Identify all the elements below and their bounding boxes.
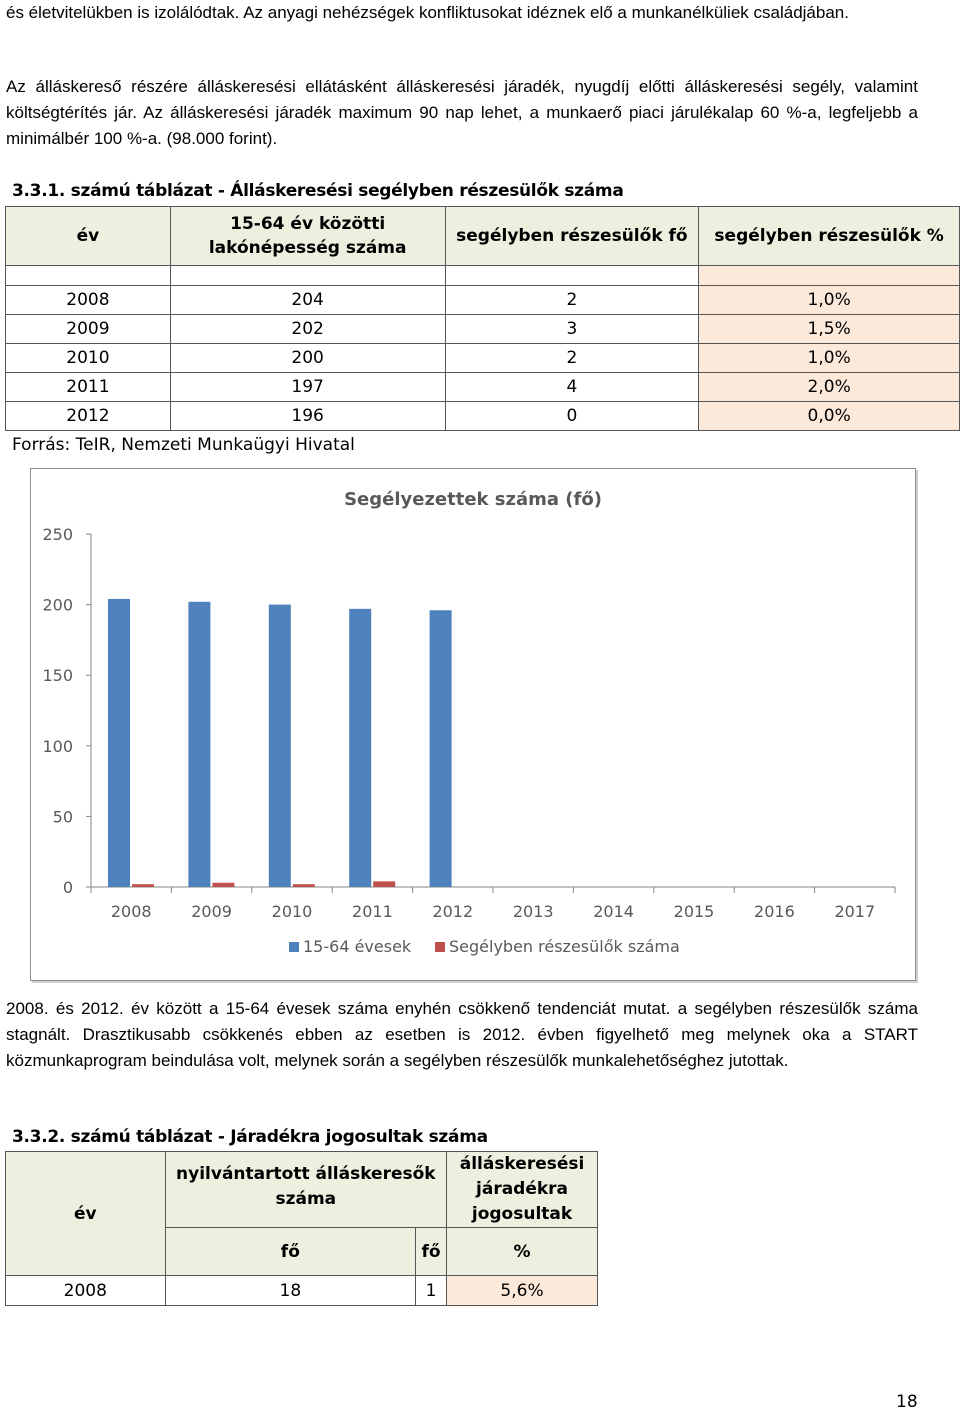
cell-aid-pct: 1,5% <box>699 315 960 344</box>
cell-aid-pct: 0,0% <box>699 402 960 431</box>
header-year: év <box>6 207 171 266</box>
header-population: 15-64 év közötti lakónépesség száma <box>170 207 445 266</box>
x-tick-label: 2010 <box>271 902 313 921</box>
cell-aid-count: 4 <box>445 373 699 402</box>
legend-label: Segélyben részesülők száma <box>449 937 680 956</box>
bar <box>349 609 371 887</box>
cell-year: 2009 <box>6 315 171 344</box>
bar <box>269 605 291 887</box>
cell-entitled-pct: 5,6% <box>447 1276 598 1306</box>
page-number: 18 <box>896 1392 918 1412</box>
x-tick-label: 2013 <box>512 902 554 921</box>
cell-aid-count: 3 <box>445 315 699 344</box>
cell-year: 2011 <box>6 373 171 402</box>
x-tick-label: 2017 <box>834 902 876 921</box>
cell-year: 2008 <box>6 286 171 315</box>
header-person-1: fő <box>165 1228 416 1276</box>
cell-aid-pct: 1,0% <box>699 344 960 373</box>
y-tick-label: 100 <box>42 736 73 756</box>
cell-population: 204 <box>170 286 445 315</box>
y-tick-label: 250 <box>42 525 73 544</box>
header-year: év <box>6 1152 166 1276</box>
cell-year: 2012 <box>6 402 171 431</box>
table2-caption: 3.3.2. számú táblázat - Járadékra jogosultak száma <box>12 1127 488 1147</box>
table-row <box>6 344 960 373</box>
cell-year: 2010 <box>6 344 171 373</box>
cell-population: 202 <box>170 315 445 344</box>
analysis-paragraph: 2008. és 2012. év között a 15-64 évesek száma enyhén csökkenő tendenciát mutat. a segélyben részesülők száma stagnált. Drasztikusabb csökkenés ebben az esetben is 2012. évben figyelhető meg melynek oka a START közmunkaprogram beindulása volt, melynek során a segélyben részesülők munkalehetőséghez jutottak. <box>6 999 918 1070</box>
table-row <box>6 373 960 402</box>
header-aid-count: segélyben részesülők fő <box>445 207 699 266</box>
y-tick-label: 150 <box>42 666 73 686</box>
intro-paragraph-1: és életvitelükben is izolálódtak. Az anyagi nehézségek konfliktusokat idéznek elő a munkanélküliek családjában. <box>6 3 849 22</box>
legend-swatch <box>435 942 445 952</box>
table-row <box>6 402 960 431</box>
y-tick-label: 200 <box>42 595 73 615</box>
table1-caption: 3.3.1. számú táblázat - Álláskeresési segélyben részesülők száma <box>12 181 624 201</box>
bar <box>188 602 210 887</box>
table-jobseeker-aid <box>5 206 960 431</box>
x-tick-label: 2011 <box>352 902 393 921</box>
bar <box>108 599 130 887</box>
bar <box>430 610 452 887</box>
source-note: Forrás: TeIR, Nemzeti Munkaügyi Hivatal <box>12 435 355 455</box>
chart-aid-recipients <box>30 468 916 981</box>
cell-aid-pct: 1,0% <box>699 286 960 315</box>
bar <box>132 884 154 887</box>
header-registered: nyilvántartott álláskeresők száma <box>165 1152 446 1228</box>
legend-swatch <box>289 942 299 952</box>
chart-svg <box>31 469 915 980</box>
cell-population: 200 <box>170 344 445 373</box>
cell-year: 2008 <box>6 1276 166 1306</box>
y-tick-label: 0 <box>62 878 73 897</box>
cell-aid-count: 2 <box>445 344 699 373</box>
legend-label: 15-64 évesek <box>303 937 412 956</box>
cell-aid-count: 2 <box>445 286 699 315</box>
bar <box>212 883 234 887</box>
cell-population: 196 <box>170 402 445 431</box>
intro-paragraph-2: Az álláskereső részére álláskeresési ellátásként álláskeresési járadék, nyugdíj előtti álláskeresési segély, valamint költségtérítés jár. Az álláskeresési járadék maximum 90 nap lehet, a munkaerő piaci járulékalap 60 %-a, legfeljebb a minimálbér 100 %-a. (98.000 forint). <box>6 77 918 148</box>
header-aid-pct: segélyben részesülők % <box>699 207 960 266</box>
header-person-2: fő <box>416 1228 447 1276</box>
cell-aid-count: 0 <box>445 402 699 431</box>
x-tick-label: 2014 <box>593 902 634 921</box>
header-percent: % <box>447 1228 598 1276</box>
table-row <box>6 1276 598 1306</box>
table-row <box>6 286 960 315</box>
bar <box>293 884 315 887</box>
bar <box>373 881 395 887</box>
cell-entitled: 1 <box>416 1276 447 1306</box>
table-row <box>6 315 960 344</box>
x-tick-label: 2012 <box>432 902 474 921</box>
cell-population: 197 <box>170 373 445 402</box>
x-tick-label: 2015 <box>673 902 715 921</box>
cell-registered: 18 <box>165 1276 416 1306</box>
chart-title: Segélyezettek száma (fő) <box>344 489 602 510</box>
x-tick-label: 2008 <box>110 902 152 921</box>
cell-aid-pct: 2,0% <box>699 373 960 402</box>
x-tick-label: 2016 <box>754 902 795 921</box>
table-entitled-benefit <box>5 1151 598 1306</box>
x-tick-label: 2009 <box>191 902 232 921</box>
header-entitled: álláskeresési járadékra jogosultak <box>447 1152 598 1228</box>
y-tick-label: 50 <box>52 807 73 827</box>
